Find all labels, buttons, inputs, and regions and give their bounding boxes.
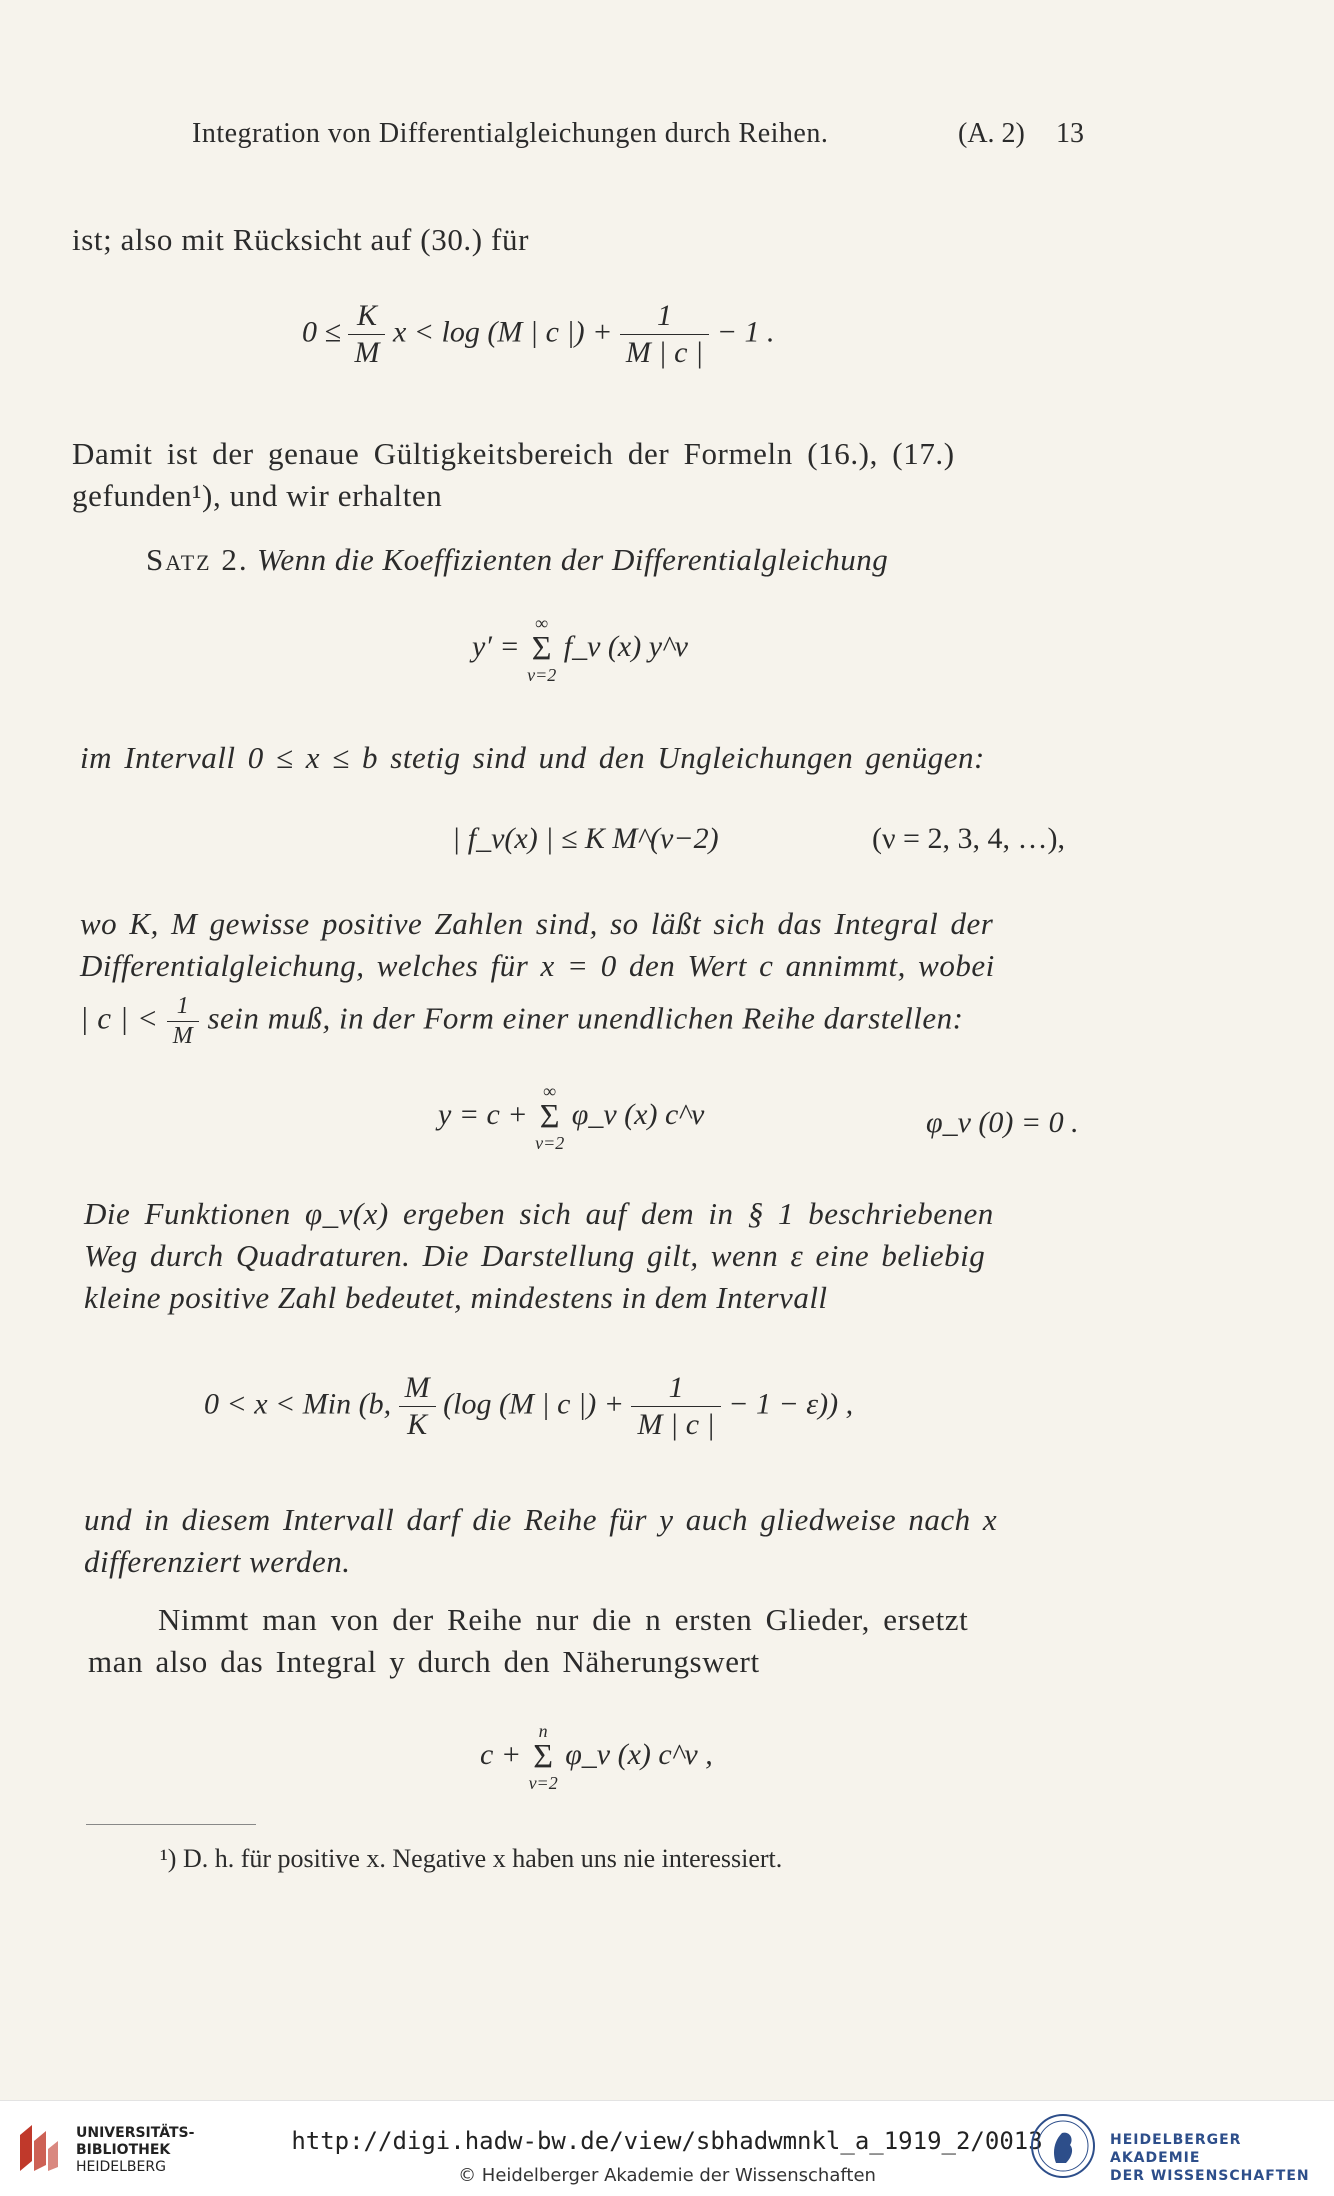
page-number: 13 <box>1056 118 1084 149</box>
equation-3-lhs: | f_ν(x) | ≤ K M^(ν−2) <box>452 822 719 855</box>
text-line: Damit ist der genaue Gültigkeitsbereich der Formeln (16.), (17.) <box>72 436 955 471</box>
text-line: differenziert werden. <box>84 1544 351 1579</box>
academy-seal-icon[interactable] <box>1030 2113 1096 2179</box>
equation-5: 0 < x < Min (b, $\frac{M}{K}$ (log (M | c |) + $\frac{1}{M | c |}$ − 1 − ε)) , <box>204 1371 854 1441</box>
text-line: ist; also mit Rücksicht auf (30.) für <box>72 222 529 257</box>
equation-2: y′ = ∞ Σ ν=2 f_ν (x) y^ν <box>472 613 688 685</box>
text-line: man also das Integral y durch den Näherungswert <box>88 1644 760 1679</box>
text-line: wo K, M gewisse positive Zahlen sind, so läßt sich das Integral der <box>80 906 994 941</box>
equation-4: y = c + ∞ Σ ν=2 φ_ν (x) c^ν <box>438 1081 705 1153</box>
sum-sign: Σ <box>533 1738 554 1775</box>
copyright-notice: © Heidelberger Akademie der Wissenschaften <box>458 2165 876 2186</box>
text-line: kleine positive Zahl bedeutet, mindestens in dem Intervall <box>84 1280 828 1315</box>
sum-sign: Σ <box>531 630 552 667</box>
theorem-heading <box>146 542 888 578</box>
text-line: Nimmt man von der Reihe nur die n ersten Glieder, ersetzt <box>158 1602 969 1637</box>
text-line-with-fraction: | c | < $\frac{1}{M}$ sein muß, in der Form einer unendlichen Reihe darstellen: <box>80 993 964 1049</box>
text-line: und in diesem Intervall darf die Reihe für y auch gliedweise nach x <box>84 1502 998 1537</box>
text-line: im Intervall 0 ≤ x ≤ b stetig sind und den Ungleichungen genügen: <box>80 740 985 775</box>
sum-sign: Σ <box>539 1098 560 1135</box>
equation-3-rhs: (ν = 2, 3, 4, …), <box>872 822 1065 855</box>
equation-1: 0 ≤ $\frac{K}{M}$ x < log (M | c |) + $\frac{1}{M | c |}$ − 1 . <box>302 299 775 369</box>
equation-4-condition: φ_ν (0) = 0 . <box>926 1106 1079 1139</box>
section-ref: (A. 2) <box>958 118 1025 149</box>
academy-name: HEIDELBERGER AKADEMIE DER WISSENSCHAFTEN <box>1110 2132 1310 2184</box>
text-line: Die Funktionen φ_ν(x) ergeben sich auf dem in § 1 beschriebenen <box>84 1196 994 1231</box>
footer-bar <box>0 2100 1334 2196</box>
running-title: Integration von Differentialgleichungen durch Reihen. <box>192 118 829 149</box>
footnote-rule <box>86 1824 256 1825</box>
equation-6: c + n Σ ν=2 φ_ν (x) c^ν , <box>480 1721 713 1793</box>
text-line: Differentialgleichung, welches für x = 0 den Wert c annimmt, wobei <box>80 948 995 983</box>
theorem-label: Satz 2. <box>146 542 249 577</box>
permalink-url[interactable]: http://digi.hadw-bw.de/view/sbhadwmnkl_a_1919_2/0013 <box>291 2127 1043 2155</box>
text-line: gefunden¹), und wir erhalten <box>72 478 443 513</box>
footnote: ¹) D. h. für positive x. Negative x haben uns nie interessiert. <box>160 1844 783 1873</box>
text-line: Weg durch Quadraturen. Die Darstellung gilt, wenn ε eine beliebig <box>84 1238 986 1273</box>
university-library-name: UNIVERSITÄTS- BIBLIOTHEK HEIDELBERG <box>76 2125 195 2175</box>
theorem-text: Wenn die Koeffizienten der Differentialgleichung <box>256 542 889 577</box>
